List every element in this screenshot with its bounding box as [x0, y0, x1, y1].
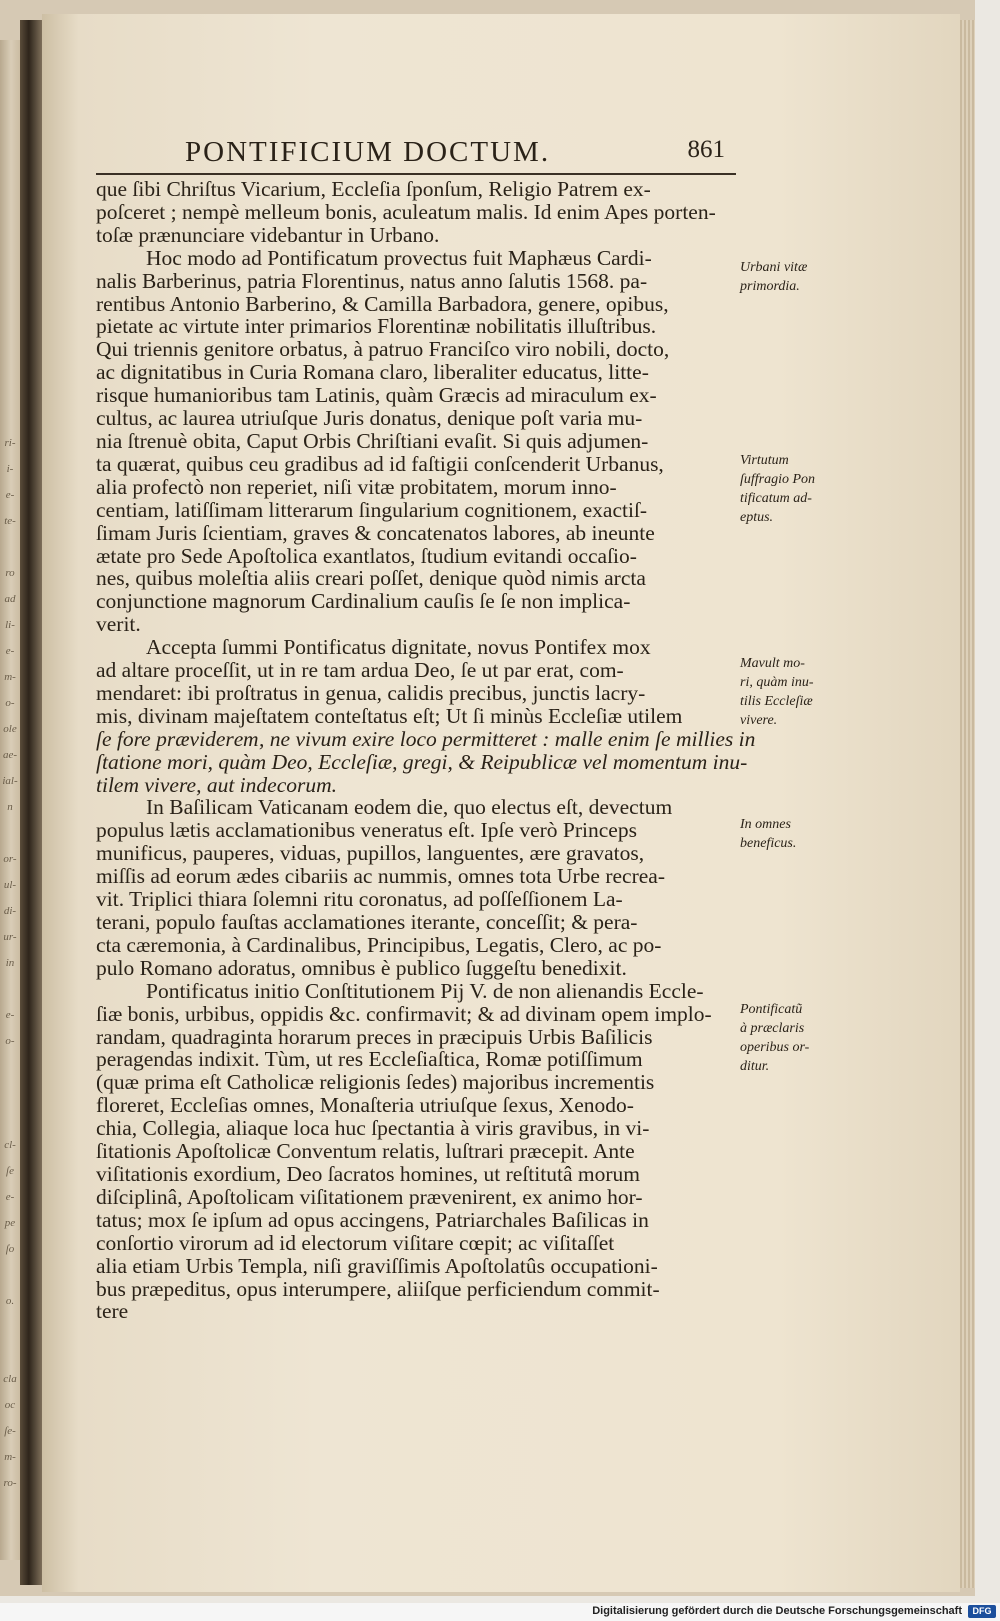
- text-line: tatus; mox ſe ipſum ad opus accingens, Patriarchales Baſilicas in: [96, 1207, 649, 1232]
- text-line: cultus, ac laurea utriuſque Juris donatus, denique poſt varia mu-: [96, 406, 643, 431]
- text-line: (quæ prima eſt Catholicæ religionis ſedes) majoribus incrementis: [96, 1070, 655, 1095]
- dfg-logo-icon: DFG: [968, 1605, 996, 1618]
- previous-page-fragment: o-: [5, 697, 15, 709]
- text-line: ac dignitatibus in Curia Romana claro, liberaliter educatus, litte-: [96, 360, 649, 385]
- marginal-note-line: vivere.: [740, 713, 778, 728]
- text-line: alia etiam Urbis Templa, niſi graviſſimis Apoſtolatûs occupationi-: [96, 1253, 658, 1278]
- text-line: ætate pro Sede Apoſtolica exantlatos, ſtudium evitandi occaſio-: [96, 543, 637, 568]
- text-line: diſciplinâ, Apoſtolicam viſitationem prævenirent, ex animo hor-: [96, 1184, 643, 1209]
- text-line: conjunctione magnorum Cardinalium cauſis ſe ſe non implica-: [96, 589, 631, 614]
- previous-page-fragment: cl-: [4, 1139, 16, 1151]
- text-line: toſæ prænunciare videbantur in Urbano.: [96, 222, 440, 247]
- previous-page-fragment: [2, 1340, 18, 1366]
- previous-page-fragment: [2, 1054, 18, 1080]
- text-line: nes, quibus moleſtia aliis creari poſſet, denique quòd nimis arcta: [96, 566, 646, 591]
- marginal-note-line: beneficus.: [740, 836, 797, 851]
- text-line: peragendas indixit. Tùm, ut res Eccleſiaſtica, Romæ potiſſimum: [96, 1047, 643, 1072]
- text-line: nalis Barberinus, patria Florentinus, natus anno ſalutis 1568. pa-: [96, 268, 648, 293]
- marginal-note-line: Mavult mo-: [740, 656, 805, 671]
- text-line: ad altare proceſſit, ut in re tam ardua Deo, ſe ut par erat, com-: [96, 658, 624, 683]
- previous-page-fragment: oc: [4, 1399, 16, 1411]
- marginal-note-line: ri, quàm inu-: [740, 675, 814, 690]
- text-line: risque humanioribus tam Latinis, quàm Græcis ad miraculum ex-: [96, 383, 657, 408]
- previous-page-fragment: m-: [4, 671, 16, 683]
- page-number: 861: [687, 136, 725, 163]
- previous-page-fragment: ur-: [3, 931, 17, 943]
- previous-page-fragment: di-: [3, 905, 17, 917]
- previous-page-fragment: ro-: [3, 1477, 17, 1489]
- digitization-footer: [0, 1603, 1000, 1621]
- text-line: In Baſilicam Vaticanam eodem die, quo electus eſt, devectum: [146, 795, 673, 820]
- text-line: Accepta ſummi Pontificatus dignitate, novus Pontifex mox: [146, 635, 651, 660]
- funding-credit: Digitalisierung gefördert durch die Deutsche Forschungsgemeinschaft: [592, 1605, 962, 1617]
- previous-page-fragment: ad: [4, 593, 16, 605]
- previous-page-fragment: o.: [5, 1295, 15, 1307]
- previous-page-fragment: o-: [5, 1035, 15, 1047]
- marginal-note-line: ſuffragio Pon: [740, 472, 816, 487]
- previous-page-fragment: te-: [4, 515, 16, 527]
- text-line: tilem vivere, aut indecorum.: [96, 772, 338, 797]
- text-line: bus præpeditus, opus interumpere, aliiſque perficiendum commit-: [96, 1276, 660, 1301]
- marginal-note-line: ditur.: [740, 1059, 770, 1074]
- text-line: miſſis ad eorum ædes cibariis ac nummis, omnes tota Urbe recrea-: [96, 864, 665, 889]
- text-line: mendaret: ibi proſtratus in genua, calidis precibus, junctis lacry-: [96, 680, 646, 705]
- text-line: alia profectò non reperiet, niſi vitæ probitatem, morum inno-: [96, 474, 617, 499]
- text-line: pietate ac virtute inter primarios Florentinæ nobilitatis illuſtribus.: [96, 314, 657, 339]
- text-line: ſimam Juris ſcientiam, graves & concatenatos labores, ab ineunte: [96, 520, 655, 545]
- marginal-note-line: à præclaris: [740, 1021, 805, 1036]
- previous-page-fragment: ſo: [5, 1243, 15, 1255]
- previous-page-fragment: m-: [4, 1451, 16, 1463]
- previous-page-fragment: ro: [5, 567, 15, 579]
- text-line: munificus, pauperes, viduas, pupillos, languentes, ære gravatos,: [96, 841, 645, 866]
- previous-page-fragment: [2, 976, 18, 1002]
- marginal-note-line: primordia.: [740, 279, 800, 294]
- previous-page-fragment: pe: [4, 1217, 16, 1229]
- text-line: nia ſtrenuè obita, Caput Orbis Chriſtiani evaſit. Si quis adjumen-: [96, 428, 649, 453]
- text-line: ta quærat, quibus ceu gradibus ad id faſtigii conſcenderit Urbanus,: [96, 451, 664, 476]
- previous-page-fragment: [2, 1106, 18, 1132]
- text-line: cta cæremonia, à Cardinalibus, Principibus, Legatis, Clero, ac po-: [96, 932, 662, 957]
- previous-page-edge: [0, 40, 20, 1560]
- previous-page-fragment: i-: [6, 463, 14, 475]
- marginal-note-line: Pontificatũ: [740, 1002, 803, 1017]
- text-line: Qui triennis genitore orbatus, à patruo Franciſco viro nobili, docto,: [96, 337, 670, 362]
- marginal-note-1: [740, 258, 807, 296]
- previous-page-fragment: ial-: [2, 775, 18, 787]
- header-rule: [96, 173, 736, 175]
- previous-page-fragment: cla: [3, 1373, 17, 1385]
- marginal-note-line: tificatum ad-: [740, 491, 812, 506]
- marginal-note-5: [740, 1000, 809, 1076]
- previous-page-fragment: li-: [5, 619, 15, 631]
- text-line: ſe fore præviderет, ne vivum exire loco permitteret : malle enim ſe millies in: [96, 726, 756, 751]
- previous-page-fragment: [2, 1080, 18, 1106]
- marginal-note-line: operibus or-: [740, 1040, 810, 1055]
- text-line: vit. Triplici thiara ſolemni ritu coronatus, ad poſſeſſionem La-: [96, 887, 623, 912]
- text-line: randam, quadraginta horarum preces in præcipuis Urbis Baſilicis: [96, 1024, 653, 1049]
- text-line: tere: [96, 1299, 129, 1324]
- text-line: mis, divinam majeſtatem conteſtatus eſt; Ut ſi minùs Eccleſiæ utilem: [96, 703, 683, 728]
- previous-page-fragment: ri-: [4, 437, 16, 449]
- text-line: terani, populo fauſtas acclamationes iterante, conceſſit; & pera-: [96, 910, 638, 934]
- previous-page-fragment: [2, 820, 18, 846]
- previous-page-fragment: e-: [5, 1191, 15, 1203]
- previous-page-margin-text: [2, 430, 18, 1496]
- text-line: pulo Romano adoratus, omnibus è publico ſuggeſtu benedixit.: [96, 955, 627, 980]
- previous-page-fragment: [2, 534, 18, 560]
- marginal-note-line: Urbani vitæ: [740, 260, 808, 275]
- text-line: Hoc modo ad Pontificatum provectus fuit Maphæus Cardi-: [146, 245, 652, 270]
- marginal-note-line: Virtutum: [740, 453, 789, 468]
- text-line: ſitationis Apoſtolicæ Conventum relatis, luſtrari præcepit. Ante: [96, 1139, 635, 1164]
- text-line: ſiæ bonis, urbibus, oppidis &c. confirmavit; & ad divinam opem implo-: [96, 1001, 712, 1026]
- page-edges: [960, 20, 975, 1588]
- marginal-note-line: eptus.: [740, 510, 774, 525]
- previous-page-fragment: ae-: [2, 749, 18, 761]
- text-line: conſortio virorum ad id electorum viſitare cœpit; ac viſitaſſet: [96, 1230, 615, 1255]
- text-line: populus lætis acclamationibus veneratus eſt. Ipſe verò Princeps: [96, 818, 637, 843]
- text-line: centiam, latiſſimam litterarum ſingularium cognitionem, exactiſ-: [96, 497, 648, 522]
- text-line: chia, Collegia, aliaque loca huc ſpectantia à viris gravibus, in vi-: [96, 1116, 650, 1141]
- text-line: verit.: [96, 612, 141, 637]
- running-title: PONTIFICIUM DOCTUM.: [185, 136, 551, 168]
- marginal-note-line: In omnes: [740, 817, 791, 832]
- previous-page-fragment: ul-: [3, 879, 17, 891]
- text-line: viſitationis exordium, Deo ſacratos homines, ut reſtitutâ morum: [96, 1161, 640, 1186]
- marginal-note-3: [740, 654, 814, 730]
- text-line: ſtatione mori, quàm Deo, Eccleſiæ, gregi, & Reipublicæ vel momentum inu-: [96, 749, 748, 774]
- previous-page-fragment: in: [5, 957, 15, 969]
- previous-page-fragment: n: [7, 801, 13, 813]
- text-line: poſceret ; nempè melleum bonis, aculeatum malis. Id enim Apes porten-: [96, 199, 716, 224]
- text-line: Pontificatus initio Conſtitutionem Pij V. de non alienandis Eccle-: [146, 978, 704, 1003]
- running-header: [185, 136, 735, 172]
- marginal-note-2: [740, 451, 815, 527]
- marginal-note-4: [740, 815, 796, 853]
- previous-page-fragment: ole: [3, 723, 17, 735]
- previous-page-fragment: [2, 1314, 18, 1340]
- previous-page-fragment: e-: [5, 645, 15, 657]
- previous-page-fragment: [2, 1262, 18, 1288]
- previous-page-fragment: ſe: [6, 1165, 14, 1177]
- previous-page-fragment: e-: [5, 489, 15, 501]
- book-gutter: [20, 20, 42, 1585]
- previous-page-fragment: e-: [5, 1009, 15, 1021]
- text-line: floreret, Eccleſias omnes, Monaſteria utriuſque ſexus, Xenodo-: [96, 1093, 634, 1118]
- text-line: rentibus Antonio Barberino, & Camilla Barbadora, genere, opibus,: [96, 291, 669, 316]
- marginal-note-line: tilis Eccleſiæ: [740, 694, 813, 709]
- text-line: que ſibi Chriſtus Vicarium, Eccleſia ſponſum, Religio Patrem ex-: [96, 177, 651, 201]
- previous-page-fragment: or-: [3, 853, 17, 865]
- previous-page-fragment: ſe-: [4, 1425, 16, 1437]
